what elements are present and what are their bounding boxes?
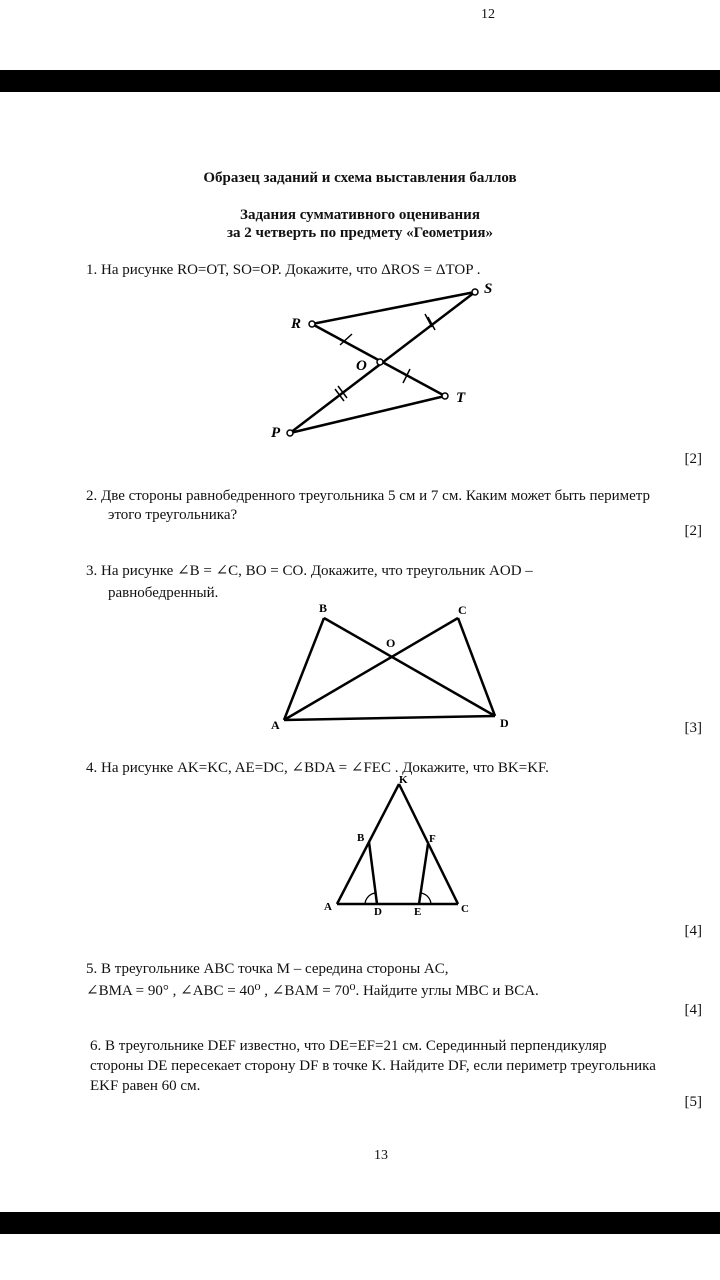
page-subtitle-1: Задания суммативного оценивания (240, 207, 480, 223)
task-1-label-p: P (271, 425, 281, 441)
task-4-label-c: C (461, 903, 469, 915)
task-1-score: [2] (684, 451, 702, 467)
task-6-text-line-3: EKF равен 60 см. (90, 1078, 201, 1094)
task-1-label-o: O (356, 358, 367, 374)
task-5-text-line-2: ∠BMA = 90° , ∠ABC = 40⁰ , ∠BAM = 70⁰. Найдите углы MBC и BCA. (86, 983, 539, 999)
task-4-label-f: F (429, 833, 436, 845)
task-1-label-t: T (456, 390, 466, 406)
task-3-label-b: B (319, 601, 328, 615)
task-5-text-line-1: 5. В треугольнике ABC точка M – середина стороны AC, (86, 961, 449, 977)
task-3-text-line-1: 3. На рисунке ∠B = ∠C, BO = CO. Докажите, что треугольник AOD – (86, 563, 533, 579)
task-2-score: [2] (684, 523, 702, 539)
task-4-label-k: K (399, 774, 408, 786)
task-3-score: [3] (684, 720, 702, 736)
task-2-text-line-2: этого треугольника? (108, 507, 238, 523)
task-4-label-e: E (414, 906, 422, 918)
task-3-figure (260, 598, 530, 738)
task-6-score: [5] (684, 1094, 702, 1110)
task-6-text-line-2: стороны DE пересекает сторону DF в точке K. Найдите DF, если периметр треугольника (90, 1058, 656, 1074)
task-4-score: [4] (684, 923, 702, 939)
page-number-top: 12 (481, 7, 495, 22)
task-3-label-o: O (386, 636, 396, 650)
task-6-text-line-1: 6. В треугольнике DEF известно, что DE=EF=21 см. Серединный перпендикуляр (90, 1038, 607, 1054)
task-3-text-line-2: равнобедренный. (108, 585, 219, 601)
page-title: Образец заданий и схема выставления баллов (203, 170, 517, 186)
task-1-text: 1. На рисунке RO=OT, SO=OP. Докажите, что ΔROS = ΔTOP . (86, 262, 481, 278)
task-4-label-b: B (357, 832, 365, 844)
task-1-label-r: R (291, 316, 302, 332)
page-subtitle-2: за 2 четверть по предмету «Геометрия» (227, 225, 493, 241)
task-4-figure (315, 772, 485, 922)
page-separator-bottom (0, 1212, 720, 1234)
task-3-label-d: D (500, 716, 509, 730)
page-number-bottom: 13 (374, 1148, 388, 1163)
task-3-label-a: A (271, 718, 280, 732)
task-5-score: [4] (684, 1002, 702, 1018)
page-separator-top (0, 70, 720, 92)
task-4-text: 4. На рисунке AK=KC, AE=DC, ∠BDA = ∠FEC . Докажите, что BK=KF. (86, 760, 549, 776)
task-4-label-a: A (324, 901, 332, 913)
task-2-text-line-1: 2. Две стороны равнобедренного треугольника 5 см и 7 см. Каким может быть периметр (86, 488, 651, 504)
task-4-label-d: D (374, 906, 382, 918)
task-1-label-s: S (484, 281, 493, 297)
task-3-label-c: C (458, 603, 467, 617)
task-1-figure (260, 275, 520, 445)
